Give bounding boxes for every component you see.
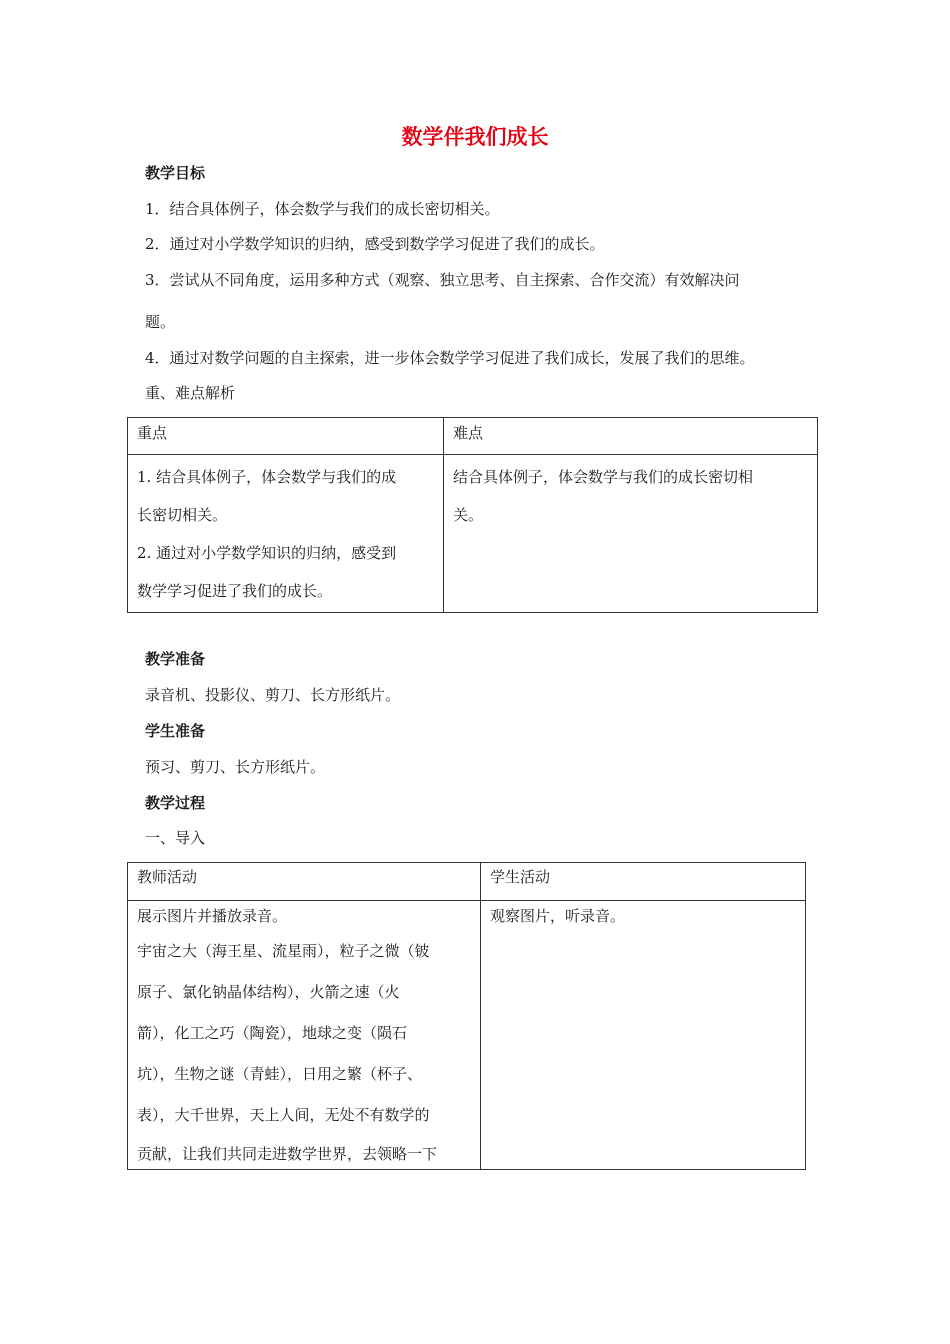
student-prep-heading: 学生准备 [145,722,206,740]
focus-line: 2. 通过对小学数学知识的归纳，感受到 [137,544,397,562]
student-prep-text: 预习、剪刀、长方形纸片。 [145,758,326,776]
teacher-activity-line: 展示图片并播放录音。 [137,907,288,925]
key-points-header-focus: 重点 [128,418,444,455]
focus-line: 数学学习促进了我们的成长。 [137,582,333,600]
focus-line: 1. 结合具体例子，体会数学与我们的成 [137,468,397,486]
teacher-activity-line: 表），大千世界，天上人间，无处不有数学的 [137,1106,430,1124]
key-points-heading: 重、难点解析 [145,384,236,402]
objective-item-4: 4．通过对数学问题的自主探索，进一步体会数学学习促进了我们成长，发展了我们的思维。 [145,349,755,367]
teacher-activity-line: 原子、氯化钠晶体结构），火箭之速（火 [137,983,400,1001]
teacher-activity-line: 箭），化工之巧（陶瓷），地球之变（陨石 [137,1024,408,1042]
key-points-header-row [128,418,818,455]
process-header-teacher: 教师活动 [128,863,481,901]
key-points-focus-cell [128,455,444,613]
difficulty-line: 关。 [453,506,484,524]
teacher-activity-line: 贡献，让我们共同走进数学世界，去领略一下 [137,1145,438,1163]
student-activity-line: 观察图片，听录音。 [490,907,626,925]
process-student-cell [481,901,806,1170]
process-table [127,862,806,1170]
objective-item-3-cont: 题。 [145,313,176,331]
process-teacher-cell [128,901,481,1170]
key-points-body-row [128,455,818,613]
key-points-table [127,417,818,613]
objectives-heading: 教学目标 [145,164,206,182]
teacher-prep-heading: 教学准备 [145,650,206,668]
process-heading: 教学过程 [145,794,206,812]
key-points-difficulty-cell [444,455,818,613]
process-header-student: 学生活动 [481,863,806,901]
key-points-header-difficulty: 难点 [444,418,818,455]
objective-item-3: 3．尝试从不同角度，运用多种方式（观察、独立思考、自主探索、合作交流）有效解决问 [145,271,740,289]
teacher-activity-line: 宇宙之大（海王星、流星雨），粒子之微（铍 [137,942,430,960]
difficulty-line: 结合具体例子，体会数学与我们的成长密切相 [453,468,754,486]
teacher-activity-line: 坑），生物之谜（青蛙），日用之繁（杯子、 [137,1065,423,1083]
process-section-intro: 一、导入 [145,829,206,847]
focus-line: 长密切相关。 [137,506,228,524]
objective-item-2: 2．通过对小学数学知识的归纳，感受到数学学习促进了我们的成长。 [145,235,605,253]
teacher-prep-text: 录音机、投影仪、剪刀、长方形纸片。 [145,686,401,704]
process-header-row [128,863,806,901]
objective-item-1: 1．结合具体例子，体会数学与我们的成长密切相关。 [145,200,500,218]
document-title: 数学伴我们成长 [401,125,549,149]
process-body-row [128,901,806,1170]
